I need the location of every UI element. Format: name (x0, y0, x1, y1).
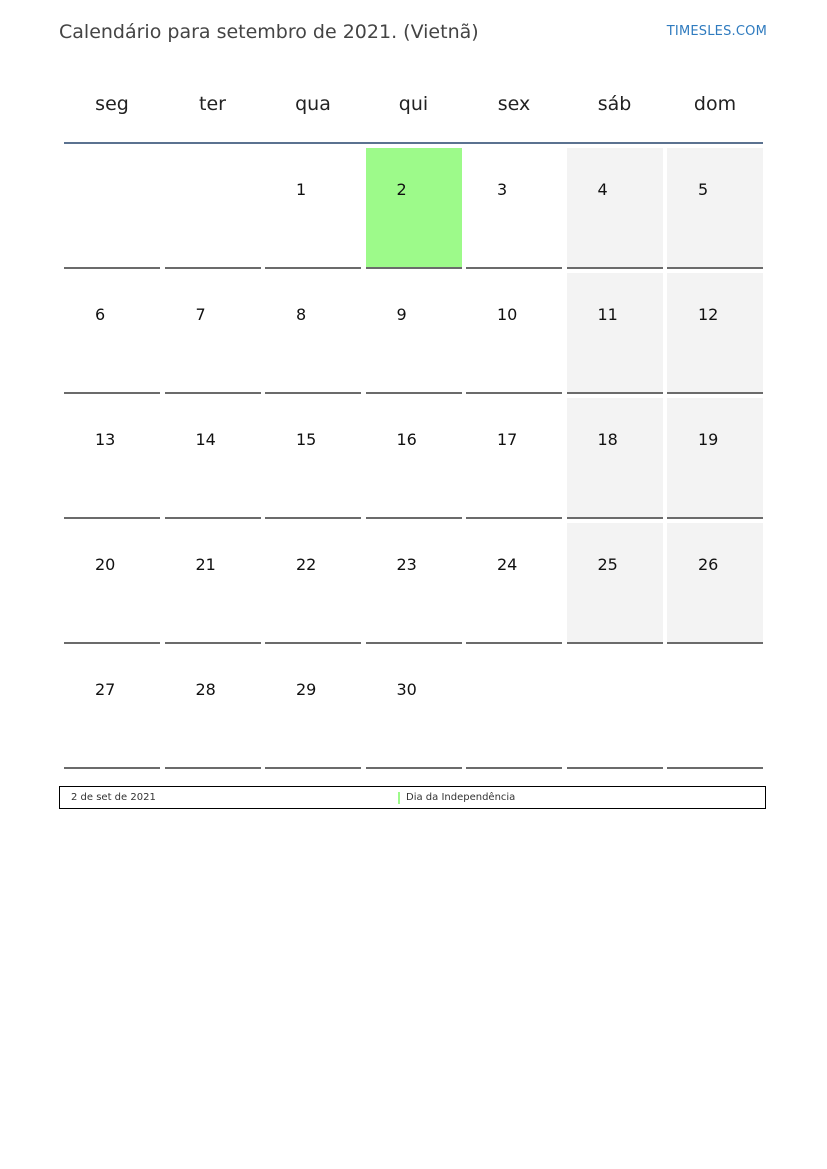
day-number: 25 (597, 555, 618, 574)
legend-holiday-name: Dia da Independência (406, 792, 516, 803)
day-number: 24 (497, 555, 518, 574)
empty-day-cell (667, 648, 763, 769)
day-number: 18 (597, 430, 618, 449)
day-number: 5 (698, 180, 709, 199)
day-number: 1 (296, 180, 307, 199)
day-number: 16 (396, 430, 417, 449)
day-number: 2 (396, 180, 407, 199)
day-cell (466, 523, 562, 644)
day-number: 17 (497, 430, 518, 449)
day-number: 21 (195, 555, 216, 574)
holiday-legend (59, 786, 766, 809)
day-cell (64, 523, 160, 644)
day-cell (64, 273, 160, 394)
day-number: 10 (497, 305, 518, 324)
day-number: 8 (296, 305, 307, 324)
day-number: 14 (195, 430, 216, 449)
day-number: 11 (597, 305, 618, 324)
day-cell (265, 648, 361, 769)
day-number: 13 (95, 430, 116, 449)
day-number: 7 (195, 305, 206, 324)
day-cell (366, 523, 462, 644)
day-cell (667, 398, 763, 519)
page-title: Calendário para setembro de 2021. (Vietnã) (59, 21, 479, 43)
weekday-label: seg (95, 93, 129, 115)
brand-link[interactable]: TIMESLES.COM (666, 24, 767, 39)
day-number: 30 (396, 680, 417, 699)
calendar (64, 82, 763, 769)
day-cell (64, 398, 160, 519)
day-cell (165, 523, 261, 644)
day-number: 15 (296, 430, 317, 449)
day-cell (466, 148, 562, 269)
day-cell (265, 273, 361, 394)
day-number: 20 (95, 555, 116, 574)
day-number: 12 (698, 305, 719, 324)
day-cell (567, 273, 663, 394)
empty-day-cell (64, 148, 160, 269)
day-cell (567, 398, 663, 519)
day-cell (165, 273, 261, 394)
day-cell (667, 273, 763, 394)
day-cell (567, 148, 663, 269)
day-cell (567, 523, 663, 644)
day-number: 27 (95, 680, 116, 699)
empty-day-cell (567, 648, 663, 769)
day-cell (265, 148, 361, 269)
day-number: 23 (396, 555, 417, 574)
day-number: 22 (296, 555, 317, 574)
day-number: 3 (497, 180, 508, 199)
day-grid (64, 148, 763, 769)
day-number: 19 (698, 430, 719, 449)
day-cell (265, 398, 361, 519)
day-cell (466, 273, 562, 394)
weekday-label: qui (398, 93, 429, 115)
day-cell (366, 273, 462, 394)
day-number: 28 (195, 680, 216, 699)
day-number: 4 (597, 180, 608, 199)
empty-day-cell (466, 648, 562, 769)
day-number: 9 (396, 305, 407, 324)
weekday-label: qua (295, 93, 331, 115)
weekday-label: sex (497, 93, 531, 115)
weekday-label: ter (199, 93, 226, 115)
day-cell (265, 523, 361, 644)
day-cell (165, 398, 261, 519)
day-number: 6 (95, 305, 106, 324)
empty-day-cell (165, 148, 261, 269)
weekday-label: sáb (597, 93, 632, 115)
day-cell (165, 648, 261, 769)
day-number: 26 (698, 555, 719, 574)
day-cell (667, 148, 763, 269)
holiday-day-cell (366, 148, 462, 269)
legend-date: 2 de set de 2021 (71, 792, 156, 803)
weekday-header (64, 82, 763, 144)
day-cell (64, 648, 160, 769)
legend-holiday-marker (398, 792, 400, 804)
day-cell (366, 648, 462, 769)
day-cell (366, 398, 462, 519)
day-number: 29 (296, 680, 317, 699)
weekday-label: dom (693, 93, 737, 115)
day-cell (667, 523, 763, 644)
day-cell (466, 398, 562, 519)
